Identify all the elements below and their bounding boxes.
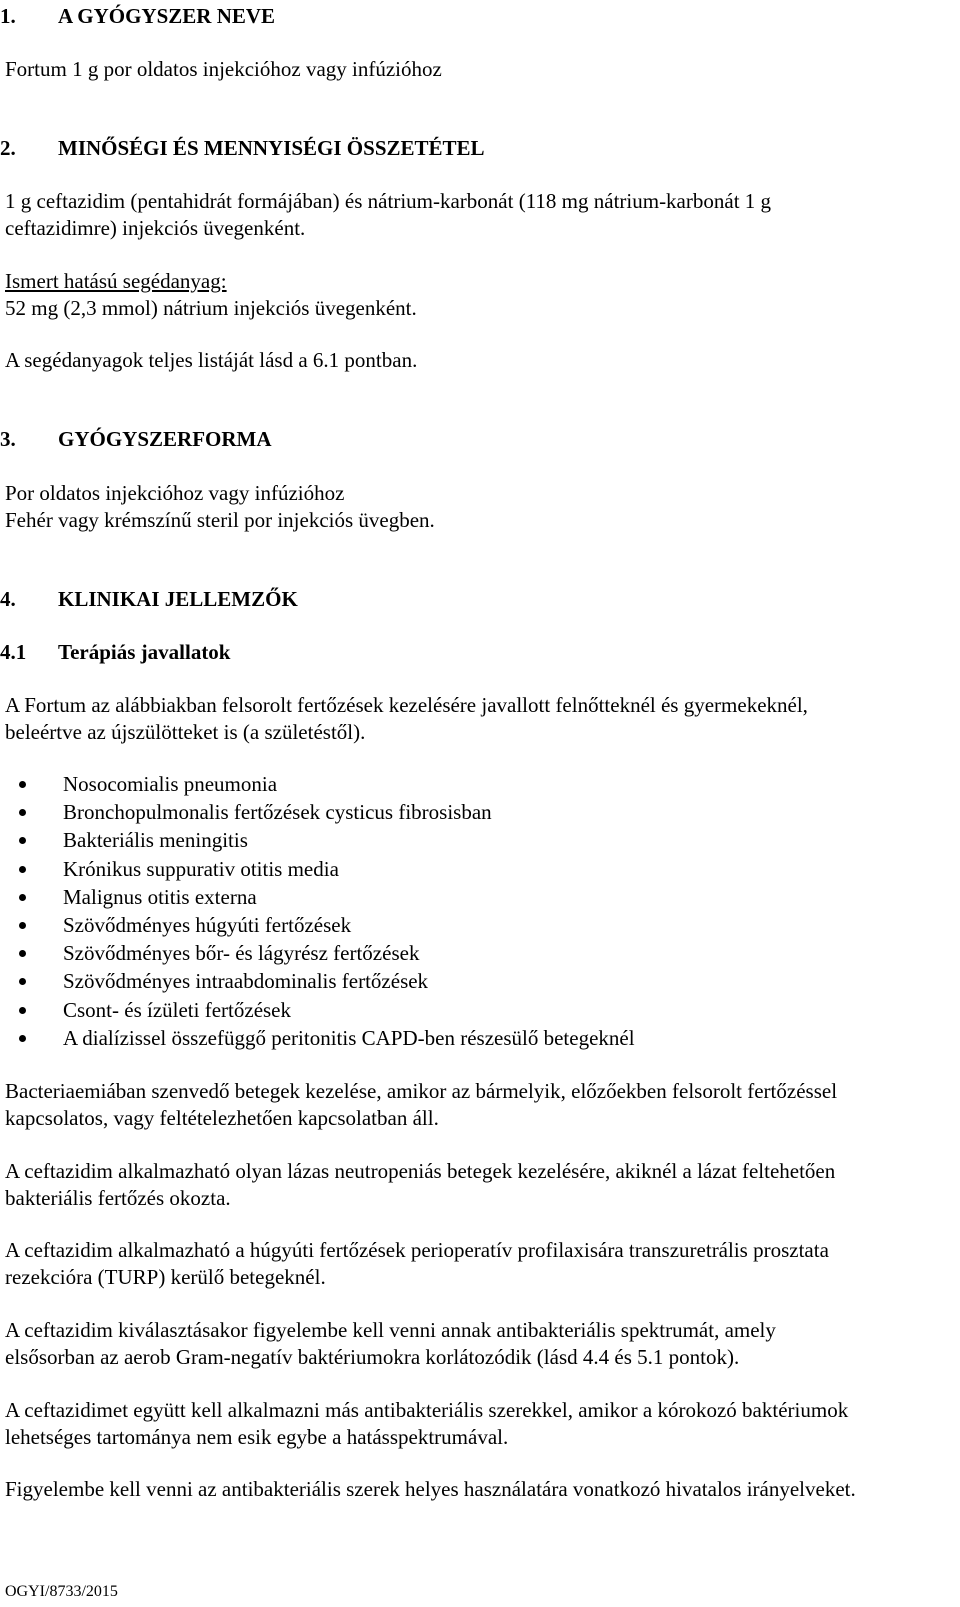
bullet-icon [19, 978, 26, 985]
indication-text: Bakteriális meningitis [63, 828, 248, 853]
indications-intro-line-2: beleértve az újszülötteket is (a születéstől). [5, 720, 366, 744]
section-4-number: 4. [0, 587, 16, 611]
indication-text: Szövődményes intraabdominalis fertőzések [63, 969, 429, 994]
bullet-icon [19, 894, 26, 901]
indication-text: A dialízissel összefüggő peritonitis CAPD-ben részesülő betegeknél [63, 1025, 635, 1050]
subsection-4-1-title: Terápiás javallatok [58, 640, 231, 664]
excipient-value: 52 mg (2,3 mmol) nátrium injekciós üvegenként. [5, 296, 417, 320]
excipient-reference: A segédanyagok teljes listáját lásd a 6.1 pontban. [5, 348, 418, 372]
indication-text: Csont- és ízületi fertőzések [63, 997, 292, 1022]
indication-text: Krónikus suppurativ otitis media [63, 856, 339, 881]
para-neutropenia-line-2: bakteriális fertőzés okozta. [5, 1186, 231, 1210]
composition-line-2: ceftazidimre) injekciós üvegenként. [5, 216, 306, 240]
section-3-number: 3. [0, 427, 16, 451]
form-line-2: Fehér vagy krémszínű steril por injekciós üvegben. [5, 508, 435, 532]
section-4-heading [0, 586, 298, 613]
bullet-icon [19, 866, 26, 873]
para-bacteraemia-line-1: Bacteriaemiában szenvedő betegek kezelése, amikor az bármelyik, előzőekben felsorolt fertőzéssel [5, 1079, 838, 1103]
bullet-icon [19, 837, 26, 844]
indication-text: Malignus otitis externa [63, 884, 257, 909]
indication-text: Szövődményes bőr- és lágyrész fertőzések [63, 941, 420, 966]
excipient-heading: Ismert hatású segédanyag: [5, 269, 227, 293]
subsection-4-1-number: 4.1 [0, 640, 27, 664]
indication-text: Nosocomialis pneumonia [63, 772, 278, 796]
para-guidelines: Figyelembe kell venni az antibakteriális szerek helyes használatára vonatkozó hivatalos irányelveket. [5, 1477, 856, 1501]
indication-text: Bronchopulmonalis fertőzések cysticus fibrosisban [63, 800, 492, 825]
section-4-title: KLINIKAI JELLEMZŐK [58, 587, 298, 611]
subsection-4-1-heading [0, 639, 231, 666]
para-turp-line-2: rezekcióra (TURP) kerülő betegeknél. [5, 1265, 326, 1289]
bullet-icon [19, 950, 26, 957]
indications-intro-line-1: A Fortum az alábbiakban felsorolt fertőzések kezelésére javallott felnőtteknél és gyermekeknél, [5, 693, 808, 717]
para-neutropenia-line-1: A ceftazidim alkalmazható olyan lázas neutropeniás betegek kezelésére, akiknél a lázat feltehetően [5, 1159, 836, 1183]
section-1-heading [0, 3, 275, 30]
bullet-icon [19, 922, 26, 929]
para-turp-line-1: A ceftazidim alkalmazható a húgyúti fertőzések perioperatív profilaxisára transzuretrális prosztata [5, 1238, 829, 1262]
composition-line-1: 1 g ceftazidim (pentahidrát formájában) és nátrium-karbonát (118 mg nátrium-karbonát 1 g [5, 189, 772, 213]
section-2-number: 2. [0, 136, 16, 160]
para-combination-line-2: lehetséges tartománya nem esik egybe a hatásspektrumával. [5, 1425, 509, 1449]
section-3-heading [0, 426, 272, 453]
section-2-title: MINŐSÉGI ÉS MENNYISÉGI ÖSSZETÉTEL [58, 136, 485, 160]
indication-text: Szövődményes húgyúti fertőzések [63, 912, 352, 937]
bullet-icon [19, 1035, 26, 1042]
section-2-heading [0, 135, 485, 162]
para-combination-line-1: A ceftazidimet együtt kell alkalmazni más antibakteriális szerekkel, amikor a kórokozó baktériumok [5, 1398, 849, 1422]
bullet-icon [19, 781, 26, 788]
section-1-title: A GYÓGYSZER NEVE [58, 4, 276, 28]
section-1-number: 1. [0, 4, 16, 28]
bullet-icon [19, 809, 26, 816]
section-3-title: GYÓGYSZERFORMA [58, 427, 272, 451]
para-selection-line-2: elsősorban az aerob Gram-negatív baktériumokra korlátozódik (lásd 4.4 és 5.1 pontok). [5, 1345, 740, 1369]
para-bacteraemia-line-2: kapcsolatos, vagy feltételezhetően kapcsolatban áll. [5, 1106, 439, 1130]
bullet-icon [19, 1007, 26, 1014]
form-line-1: Por oldatos injekcióhoz vagy infúzióhoz [5, 481, 345, 505]
document-id-footer: OGYI/8733/2015 [5, 1583, 118, 1600]
para-selection-line-1: A ceftazidim kiválasztásakor figyelembe kell venni annak antibakteriális spektrumát, amely [5, 1318, 776, 1342]
product-name: Fortum 1 g por oldatos injekcióhoz vagy infúzióhoz [5, 57, 442, 81]
